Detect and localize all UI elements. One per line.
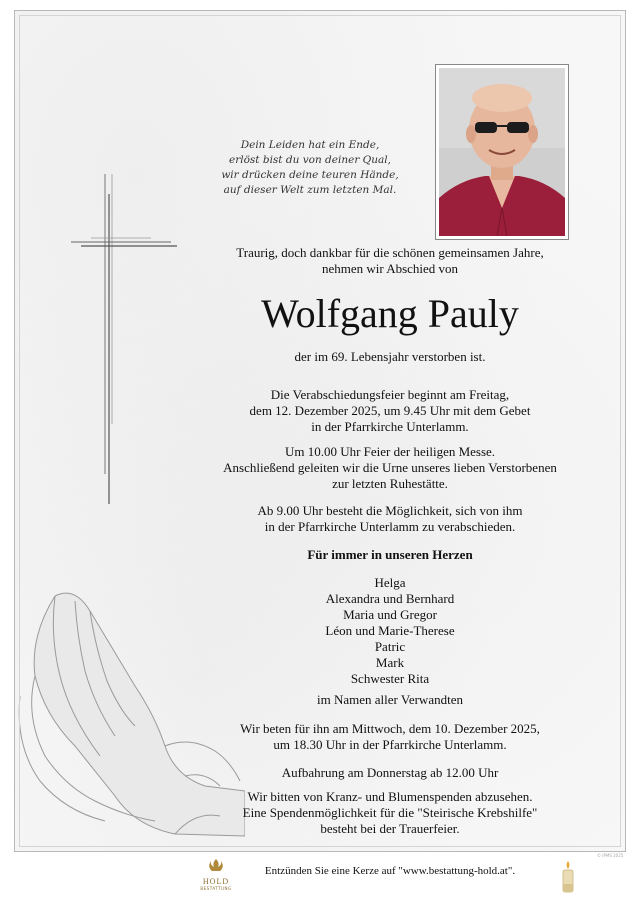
heading-hearts: Für immer in unseren Herzen — [307, 547, 473, 562]
mourner: Léon und Marie-Therese — [325, 623, 455, 638]
intro-text — [190, 245, 590, 277]
cross-icon — [71, 174, 177, 504]
mourners-list — [190, 575, 590, 687]
prayer-line: Wir beten für ihn am Mittwoch, dem 10. Dezember 2025, — [240, 721, 540, 736]
donations-line: Eine Spendenmöglichkeit für die "Steirische Krebshilfe" — [242, 805, 538, 820]
intro-line: Traurig, doch dankbar für die schönen gemeinsamen Jahre, — [236, 245, 544, 260]
logo-brand: HOLD — [202, 877, 230, 886]
poem-line: erlöst bist du von deiner Qual, — [228, 154, 391, 166]
relatives-line: im Namen aller Verwandten — [317, 692, 463, 707]
poem-line: Dein Leiden hat ein Ende, — [240, 139, 380, 151]
ceremony-line: in der Pfarrkirche Unterlamm. — [311, 419, 469, 434]
ceremony-line: Die Verabschiedungsfeier beginnt am Freitag, — [270, 387, 510, 402]
viewing-line: Aufbahrung am Donnerstag ab 12.00 Uhr — [281, 765, 499, 780]
mass-line: Um 10.00 Uhr Feier der heiligen Messe. — [284, 444, 496, 459]
mourner: Helga — [374, 575, 406, 590]
donations-line: besteht bei der Trauerfeier. — [320, 821, 460, 836]
mass-text — [190, 444, 590, 492]
candle-link-text[interactable]: Entzünden Sie eine Kerze auf "www.bestattung-hold.at". — [264, 865, 516, 877]
mourner: Mark — [375, 655, 405, 670]
farewell-line: Ab 9.00 Uhr besteht die Möglichkeit, sich von ihm — [257, 503, 523, 518]
watermark: © IPMS 2025 — [597, 853, 624, 858]
farewell-line: in der Pfarrkirche Unterlamm zu verabschieden. — [264, 519, 516, 534]
poem-line: auf dieser Welt zum letzten Mal. — [223, 184, 397, 196]
portrait-photo — [435, 64, 569, 240]
deceased-name: Wolfgang Pauly — [261, 291, 519, 336]
poem-line: wir drücken deine teuren Hände, — [221, 169, 399, 181]
mourner: Maria und Gregor — [343, 607, 437, 622]
mourner: Alexandra und Bernhard — [325, 591, 455, 606]
poem — [165, 138, 455, 198]
farewell-text — [190, 503, 590, 535]
mourner: Schwester Rita — [350, 671, 430, 686]
donations-line: Wir bitten von Kranz- und Blumenspenden abzusehen. — [247, 789, 533, 804]
mass-line: zur letzten Ruhestätte. — [332, 476, 448, 491]
ceremony-text — [190, 387, 590, 435]
prayer-line: um 18.30 Uhr in der Pfarrkirche Unterlamm. — [273, 737, 507, 752]
mourner: Patric — [374, 639, 406, 654]
prayer-text — [190, 721, 590, 753]
logo-sub: BESTATTUNG — [200, 886, 232, 891]
candle-icon[interactable] — [560, 860, 576, 894]
ceremony-line: dem 12. Dezember 2025, um 9.45 Uhr mit dem Gebet — [249, 403, 531, 418]
mass-line: Anschließend geleiten wir die Urne unseres lieben Verstorbenen — [223, 460, 557, 475]
donations-text — [190, 789, 590, 837]
age-line: der im 69. Lebensjahr verstorben ist. — [294, 349, 486, 364]
intro-line: nehmen wir Abschied von — [321, 261, 459, 276]
